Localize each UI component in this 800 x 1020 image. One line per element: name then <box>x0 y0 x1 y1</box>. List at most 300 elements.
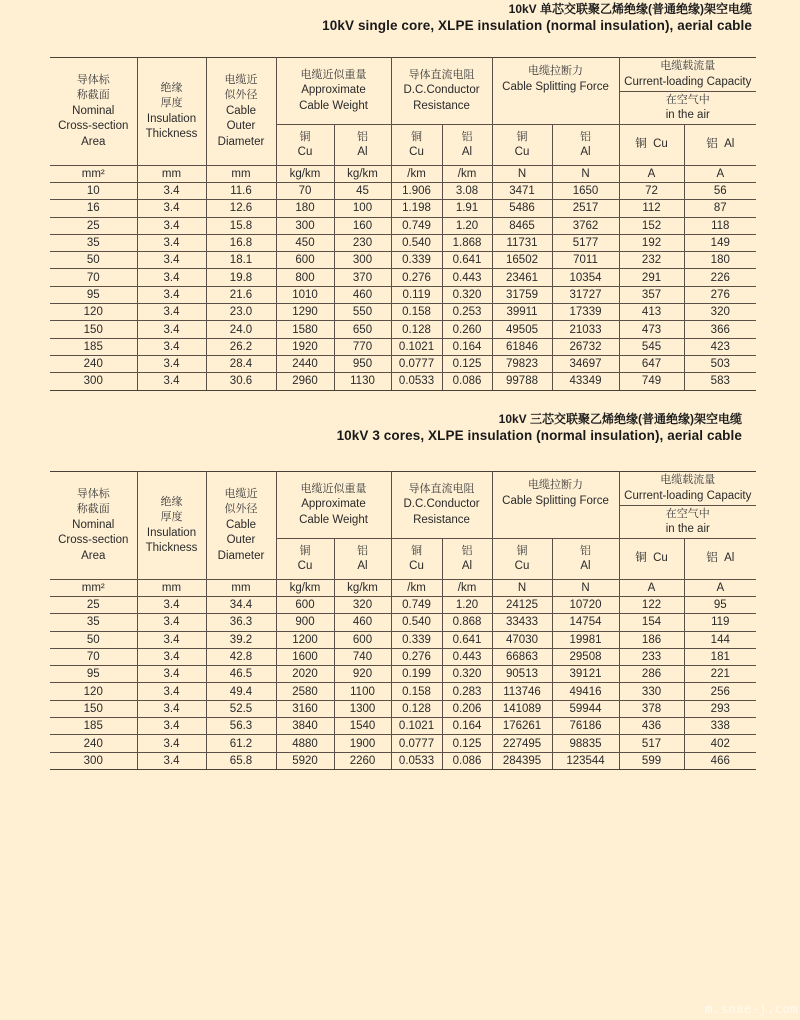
table-cell: 28.4 <box>206 355 276 372</box>
table-cell: 24125 <box>492 597 552 614</box>
table-cell: 284395 <box>492 752 552 769</box>
table-cell: 2260 <box>334 752 391 769</box>
unit-cell: mm <box>137 166 206 183</box>
header-text-cn: 铜 <box>411 544 423 557</box>
table-cell: 1.868 <box>442 234 492 251</box>
col-header-weight-al <box>334 539 391 580</box>
table-cell: 3.4 <box>137 286 206 303</box>
header-text: Thickness <box>145 542 198 554</box>
table-cell: 473 <box>619 321 684 338</box>
table-cell: 49505 <box>492 321 552 338</box>
table-cell: 338 <box>684 718 756 735</box>
table-cell: 10720 <box>552 597 619 614</box>
header-text-cn: 电缆拉断力 <box>528 65 584 77</box>
table-cell: 3.4 <box>137 631 206 648</box>
table-cell: 3.4 <box>137 752 206 769</box>
header-text-cn: 电缆近 <box>224 487 258 500</box>
table-cell: 286 <box>619 666 684 683</box>
col-header-res-cu <box>391 539 442 580</box>
table-cell: 0.164 <box>442 718 492 735</box>
table-cell: 26.2 <box>206 338 276 355</box>
table-cell: 3.4 <box>137 338 206 355</box>
header-text: Nominal <box>72 104 115 117</box>
table-cell: 599 <box>619 752 684 769</box>
col-header-insulation <box>137 58 206 166</box>
header-text: Al <box>357 146 368 158</box>
unit-cell: N <box>552 580 619 597</box>
header-text-cn: 导体标 <box>76 487 110 500</box>
table-cell: 31727 <box>552 286 619 303</box>
table1-title-en: 10kV single core, XLPE insulation (normal insulation), aerial cable <box>322 18 752 33</box>
header-text: Current-loading Capacity <box>624 489 752 502</box>
table-cell: 65.8 <box>206 752 276 769</box>
table-cell: 95 <box>50 286 137 303</box>
table-cell: 30.6 <box>206 373 276 390</box>
table-row <box>50 286 756 303</box>
table-cell: 0.443 <box>442 648 492 665</box>
table-cell: 423 <box>684 338 756 355</box>
table-cell: 1130 <box>334 373 391 390</box>
header-text: Cross-section <box>58 120 129 133</box>
table-cell: 0.1021 <box>391 718 442 735</box>
col-header-insulation <box>137 472 206 580</box>
table-cell: 2580 <box>276 683 334 700</box>
table-cell: 300 <box>334 252 391 269</box>
table-cell: 227495 <box>492 735 552 752</box>
unit-cell: /km <box>442 166 492 183</box>
table2-title-cn: 10kV 三芯交联聚乙烯绝缘(普通绝缘)架空电缆 <box>498 412 742 426</box>
header-text: Insulation <box>146 526 197 539</box>
table-cell: 185 <box>50 338 137 355</box>
table-cell: 3.4 <box>137 373 206 390</box>
col-header-area <box>50 58 137 166</box>
table-cell: 0.641 <box>442 631 492 648</box>
header-text: Cable Weight <box>299 99 368 112</box>
table-row <box>50 252 756 269</box>
header-text-cn: 厚度 <box>160 511 183 523</box>
table-cell: 46.5 <box>206 666 276 683</box>
table-cell: 119 <box>684 614 756 631</box>
table-cell: 180 <box>276 200 334 217</box>
table-row <box>50 355 756 372</box>
header-text-cn: 铝 <box>461 130 473 143</box>
header-text-cn: 电缆近 <box>224 73 258 86</box>
table-cell: 123544 <box>552 752 619 769</box>
table-cell: 7011 <box>552 252 619 269</box>
table-cell: 3.08 <box>442 183 492 200</box>
header-text-cn: 导体直流电阻 <box>408 482 475 495</box>
table-cell: 647 <box>619 355 684 372</box>
header-text-cn: 铝 <box>580 130 592 143</box>
header-text: in the air <box>665 109 710 121</box>
header-text: Resistance <box>413 99 470 112</box>
table-cell: 3.4 <box>137 597 206 614</box>
table-cell: 100 <box>334 200 391 217</box>
table-cell: 1.91 <box>442 200 492 217</box>
table-cell: 24.0 <box>206 321 276 338</box>
table-cell: 1200 <box>276 631 334 648</box>
table-cell: 49.4 <box>206 683 276 700</box>
table-cell: 330 <box>619 683 684 700</box>
table-cell: 450 <box>276 234 334 251</box>
table-cell: 154 <box>619 614 684 631</box>
header-text: Diameter <box>217 549 265 562</box>
unit-cell: mm² <box>50 580 137 597</box>
table-cell: 150 <box>50 700 137 717</box>
table-cell: 0.125 <box>442 355 492 372</box>
col-header-current-al <box>684 125 756 166</box>
table-cell: 12.6 <box>206 200 276 217</box>
col-header-in-air <box>619 506 756 539</box>
unit-cell: mm² <box>50 166 137 183</box>
table-cell: 0.125 <box>442 735 492 752</box>
table1-title-cn: 10kV 单芯交联聚乙烯绝缘(普通绝缘)架空电缆 <box>508 2 752 16</box>
header-text: Cu <box>514 560 530 572</box>
table-cell: 770 <box>334 338 391 355</box>
table-cell: 29508 <box>552 648 619 665</box>
header-text-cn: 似外径 <box>224 503 258 516</box>
table-cell: 98835 <box>552 735 619 752</box>
table-cell: 56 <box>684 183 756 200</box>
table-cell: 0.164 <box>442 338 492 355</box>
table-cell: 152 <box>619 217 684 234</box>
table-cell: 0.206 <box>442 700 492 717</box>
table-cell: 141089 <box>492 700 552 717</box>
table-row <box>50 718 756 735</box>
header-text-cn: 称截面 <box>76 89 110 102</box>
header-text-cn: 铜 <box>411 130 423 143</box>
table-cell: 1290 <box>276 304 334 321</box>
table-cell: 517 <box>619 735 684 752</box>
table-row <box>50 321 756 338</box>
header-text: Al <box>461 146 473 158</box>
unit-cell: kg/km <box>334 580 391 597</box>
table-cell: 3.4 <box>137 355 206 372</box>
table-cell: 21.6 <box>206 286 276 303</box>
table-cell: 600 <box>276 252 334 269</box>
table-cell: 1.906 <box>391 183 442 200</box>
table-cell: 366 <box>684 321 756 338</box>
table-cell: 16502 <box>492 252 552 269</box>
table-cell: 95 <box>684 597 756 614</box>
table-cell: 99788 <box>492 373 552 390</box>
unit-cell: kg/km <box>276 580 334 597</box>
header-row <box>50 472 756 506</box>
unit-cell: /km <box>442 580 492 597</box>
table-row <box>50 234 756 251</box>
table-cell: 233 <box>619 648 684 665</box>
table-cell: 5920 <box>276 752 334 769</box>
table-cell: 56.3 <box>206 718 276 735</box>
table-row <box>50 752 756 769</box>
table-cell: 61.2 <box>206 735 276 752</box>
table-cell: 920 <box>334 666 391 683</box>
table-cell: 43349 <box>552 373 619 390</box>
table-cell: 1300 <box>334 700 391 717</box>
table-row <box>50 614 756 631</box>
table-cell: 122 <box>619 597 684 614</box>
header-text: Diameter <box>217 135 265 148</box>
col-header-weight <box>276 58 391 125</box>
table-cell: 79823 <box>492 355 552 372</box>
col-header-res-cu <box>391 125 442 166</box>
header-text-cn: 铜 <box>299 544 311 557</box>
table-cell: 120 <box>50 304 137 321</box>
header-text: Al <box>580 560 591 572</box>
table-row <box>50 700 756 717</box>
table-row <box>50 683 756 700</box>
header-text: D.C.Conductor <box>403 84 480 97</box>
table-cell: 550 <box>334 304 391 321</box>
col-header-weight-cu <box>276 125 334 166</box>
unit-cell: mm <box>206 166 276 183</box>
table-cell: 740 <box>334 648 391 665</box>
unit-cell: N <box>492 580 552 597</box>
table-cell: 0.540 <box>391 614 442 631</box>
unit-cell: A <box>684 166 756 183</box>
table-cell: 0.0777 <box>391 735 442 752</box>
table-cell: 0.339 <box>391 252 442 269</box>
table-cell: 1.20 <box>442 597 492 614</box>
table-cell: 2960 <box>276 373 334 390</box>
table-row <box>50 631 756 648</box>
col-header-current-capacity <box>619 58 756 92</box>
table-cell: 181 <box>684 648 756 665</box>
table-cell: 192 <box>619 234 684 251</box>
three-core-cable-table <box>50 471 756 770</box>
table-cell: 256 <box>684 683 756 700</box>
units-row <box>50 166 756 183</box>
table-cell: 3762 <box>552 217 619 234</box>
table-cell: 221 <box>684 666 756 683</box>
table-cell: 21033 <box>552 321 619 338</box>
table-cell: 1540 <box>334 718 391 735</box>
table-cell: 0.260 <box>442 321 492 338</box>
table-cell: 0.641 <box>442 252 492 269</box>
table-cell: 226 <box>684 269 756 286</box>
table-cell: 15.8 <box>206 217 276 234</box>
table-cell: 160 <box>334 217 391 234</box>
table-cell: 0.0533 <box>391 752 442 769</box>
table-cell: 33433 <box>492 614 552 631</box>
table-cell: 118 <box>684 217 756 234</box>
unit-cell: N <box>492 166 552 183</box>
table-cell: 70 <box>50 269 137 286</box>
table-row <box>50 200 756 217</box>
table-cell: 50 <box>50 252 137 269</box>
header-text: Current-loading Capacity <box>624 75 752 88</box>
table-row <box>50 597 756 614</box>
header-text: Resistance <box>413 513 470 526</box>
table-cell: 3.4 <box>137 700 206 717</box>
table-row <box>50 304 756 321</box>
table-cell: 16.8 <box>206 234 276 251</box>
table-cell: 185 <box>50 718 137 735</box>
col-header-force-al <box>552 539 619 580</box>
table-row <box>50 338 756 355</box>
table-cell: 0.086 <box>442 373 492 390</box>
table-cell: 1900 <box>334 735 391 752</box>
table-cell: 3.4 <box>137 234 206 251</box>
table-cell: 112 <box>619 200 684 217</box>
header-text-cn: 铜 <box>516 544 528 557</box>
table-cell: 291 <box>619 269 684 286</box>
unit-cell: A <box>619 166 684 183</box>
table-cell: 120 <box>50 683 137 700</box>
table-cell: 0.158 <box>391 304 442 321</box>
table-cell: 600 <box>334 631 391 648</box>
table-cell: 3.4 <box>137 200 206 217</box>
table-cell: 0.443 <box>442 269 492 286</box>
table2-title-en: 10kV 3 cores, XLPE insulation (normal insulation), aerial cable <box>336 428 742 443</box>
table-cell: 1650 <box>552 183 619 200</box>
table-cell: 59944 <box>552 700 619 717</box>
table-cell: 3.4 <box>137 614 206 631</box>
header-text: Approximate <box>301 498 366 511</box>
header-text-cn: 铝 <box>357 130 368 143</box>
table-cell: 23461 <box>492 269 552 286</box>
table-cell: 240 <box>50 355 137 372</box>
header-text-cn: 电缆近似重量 <box>300 482 367 495</box>
col-header-splitting-force <box>492 58 619 125</box>
col-header-current-al <box>684 539 756 580</box>
table-cell: 1920 <box>276 338 334 355</box>
col-header-outer-diameter <box>206 58 276 166</box>
header-text: Cu <box>297 146 313 158</box>
table-cell: 0.320 <box>442 666 492 683</box>
table-cell: 39911 <box>492 304 552 321</box>
table-cell: 87 <box>684 200 756 217</box>
table-cell: 5177 <box>552 234 619 251</box>
header-text-cn: 铝 <box>357 544 368 557</box>
table-cell: 14754 <box>552 614 619 631</box>
table-cell: 0.540 <box>391 234 442 251</box>
table-cell: 3471 <box>492 183 552 200</box>
col-header-area <box>50 472 137 580</box>
header-text: Cable Weight <box>299 513 368 526</box>
table-cell: 1010 <box>276 286 334 303</box>
col-header-weight <box>276 472 391 539</box>
table-cell: 35 <box>50 234 137 251</box>
table-cell: 0.253 <box>442 304 492 321</box>
col-header-current-cu <box>619 125 684 166</box>
header-text: Al <box>357 560 368 572</box>
header-text: Approximate <box>301 84 366 97</box>
table-cell: 72 <box>619 183 684 200</box>
header-text: 铜 Cu <box>635 552 668 565</box>
header-text-cn: 称截面 <box>76 503 110 516</box>
single-core-cable-table <box>50 57 756 391</box>
table-cell: 3.4 <box>137 269 206 286</box>
col-header-weight-al <box>334 125 391 166</box>
table-cell: 0.128 <box>391 321 442 338</box>
table-cell: 3840 <box>276 718 334 735</box>
table-cell: 10 <box>50 183 137 200</box>
table-cell: 3.4 <box>137 648 206 665</box>
header-text: Insulation <box>146 112 197 125</box>
col-header-res-al <box>442 539 492 580</box>
table-cell: 3160 <box>276 700 334 717</box>
watermark: m.snae-j.com <box>705 1002 798 1016</box>
col-header-force-cu <box>492 539 552 580</box>
table-cell: 2440 <box>276 355 334 372</box>
unit-cell: N <box>552 166 619 183</box>
table-row <box>50 269 756 286</box>
table-row <box>50 648 756 665</box>
table-cell: 144 <box>684 631 756 648</box>
table-row <box>50 217 756 234</box>
header-text: Cable Splitting Force <box>502 494 609 507</box>
table-cell: 16 <box>50 200 137 217</box>
table-cell: 180 <box>684 252 756 269</box>
table-cell: 800 <box>276 269 334 286</box>
table-cell: 503 <box>684 355 756 372</box>
table-cell: 3.4 <box>137 666 206 683</box>
unit-cell: /km <box>391 166 442 183</box>
header-text: Cable Splitting Force <box>502 80 609 93</box>
header-text: Al <box>580 146 591 158</box>
col-header-in-air <box>619 92 756 125</box>
unit-cell: kg/km <box>334 166 391 183</box>
table-cell: 0.339 <box>391 631 442 648</box>
table-cell: 0.749 <box>391 217 442 234</box>
col-header-res-al <box>442 125 492 166</box>
table-cell: 1.198 <box>391 200 442 217</box>
table-cell: 76186 <box>552 718 619 735</box>
header-text-cn: 厚度 <box>160 97 183 109</box>
header-text: Cable <box>225 518 257 531</box>
header-text-cn: 在空气中 <box>665 93 710 106</box>
table-cell: 1580 <box>276 321 334 338</box>
table-cell: 378 <box>619 700 684 717</box>
table-cell: 149 <box>684 234 756 251</box>
table-cell: 0.320 <box>442 286 492 303</box>
table-cell: 25 <box>50 217 137 234</box>
header-text: Thickness <box>145 128 198 140</box>
table-cell: 370 <box>334 269 391 286</box>
header-text: Cable <box>225 104 257 117</box>
header-text-cn: 电缆拉断力 <box>528 479 584 491</box>
header-text: Cross-section <box>58 534 129 547</box>
table-cell: 0.199 <box>391 666 442 683</box>
table-cell: 39.2 <box>206 631 276 648</box>
table-cell: 0.1021 <box>391 338 442 355</box>
header-text: Cu <box>297 560 313 572</box>
table-cell: 90513 <box>492 666 552 683</box>
table-cell: 10354 <box>552 269 619 286</box>
table-cell: 66863 <box>492 648 552 665</box>
col-header-weight-cu <box>276 539 334 580</box>
header-text-cn: 铝 <box>580 544 592 557</box>
table-cell: 413 <box>619 304 684 321</box>
table-cell: 3.4 <box>137 718 206 735</box>
table-cell: 600 <box>276 597 334 614</box>
header-text-cn: 在空气中 <box>665 507 710 520</box>
table-cell: 230 <box>334 234 391 251</box>
table-cell: 0.128 <box>391 700 442 717</box>
units-row <box>50 580 756 597</box>
col-header-force-cu <box>492 125 552 166</box>
header-text-cn: 电缆近似重量 <box>300 68 367 81</box>
header-text: Cu <box>409 560 424 572</box>
header-text-cn: 铜 <box>516 130 528 143</box>
table-cell: 5486 <box>492 200 552 217</box>
table-cell: 3.4 <box>137 735 206 752</box>
table-cell: 4880 <box>276 735 334 752</box>
table-cell: 320 <box>684 304 756 321</box>
table-cell: 23.0 <box>206 304 276 321</box>
table-cell: 35 <box>50 614 137 631</box>
